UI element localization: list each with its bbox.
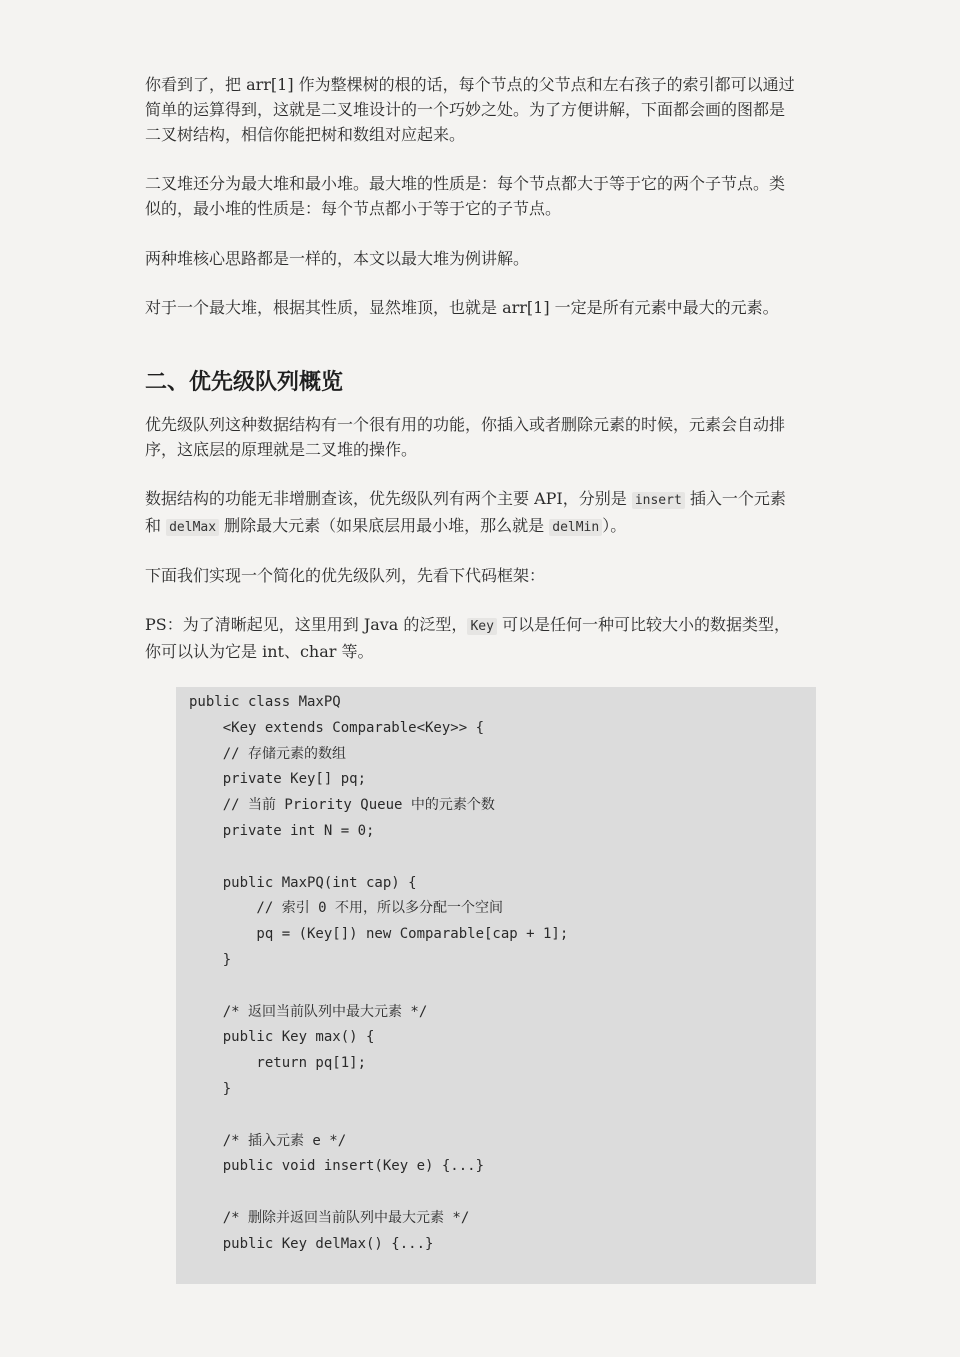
text-line: 下面我们实现一个简化的优先级队列，先看下代码框架： <box>145 566 546 585</box>
inline-code-insert: insert <box>632 492 685 509</box>
text-line <box>145 486 825 513</box>
paragraph-ps-note <box>145 612 825 664</box>
code-line: /* 删除并返回当前队列中最大元素 */ <box>189 1209 470 1226</box>
text-line: 优先级队列这种数据结构有一个很有用的功能，你插入或者删除元素的时候，元素会自动排 <box>145 415 786 434</box>
inline-code-delmax: delMax <box>166 519 219 536</box>
text-run: 删除最大元素（如果底层用最小堆，那么就是 <box>219 516 550 535</box>
code-block <box>176 687 816 1284</box>
code-line: /* 插入元素 e */ <box>189 1132 347 1149</box>
code-line: private Key[] pq; <box>189 771 367 788</box>
text-line: 二叉堆还分为最大堆和最小堆。最大堆的性质是：每个节点都大于等于它的两个子节点。类 <box>145 174 786 193</box>
text-line <box>145 513 825 540</box>
code-line: return pq[1]; <box>189 1055 367 1072</box>
code-line: } <box>189 1080 232 1097</box>
text-line: 对于一个最大堆，根据其性质，显然堆顶，也就是 arr[1] 一定是所有元素中最大的元素。 <box>145 298 779 317</box>
code-line <box>189 1180 816 1206</box>
text-run: 数据结构的功能无非增删查该，优先级队列有两个主要 API，分别是 <box>145 489 632 508</box>
code-line: // 当前 Priority Queue 中的元素个数 <box>189 797 495 814</box>
code-line <box>189 974 816 1000</box>
text-run: 和 <box>145 516 167 535</box>
section-heading: 二、优先级队列概览 <box>145 369 344 395</box>
code-line: public Key max() { <box>189 1029 375 1046</box>
text-line: 二叉树结构，相信你能把树和数组对应起来。 <box>145 125 466 144</box>
code-line: public class MaxPQ <box>189 694 341 710</box>
text-line: 两种堆核心思路都是一样的，本文以最大堆为例讲解。 <box>145 249 530 268</box>
text-line: 你可以认为它是 int、char 等。 <box>145 642 374 661</box>
inline-code-delmin: delMin <box>549 519 602 536</box>
code-line: public Key delMax() {...} <box>189 1235 434 1252</box>
code-line <box>189 845 816 871</box>
paragraph-code-frame-intro <box>145 563 825 588</box>
text-run: 插入一个元素 <box>684 489 786 508</box>
code-line: public MaxPQ(int cap) { <box>189 874 417 891</box>
code-line: } <box>189 951 232 968</box>
paragraph-heap-top <box>145 295 825 320</box>
text-run: 可以是任何一种可比较大小的数据类型， <box>496 615 791 634</box>
text-line: 似的，最小堆的性质是：每个节点都小于等于它的子节点。 <box>145 199 562 218</box>
text-run: ）。 <box>602 516 627 535</box>
code-line: public void insert(Key e) {...} <box>189 1158 485 1175</box>
code-line: /* 返回当前队列中最大元素 */ <box>189 1003 428 1020</box>
code-line: <Key extends Comparable<Key>> { <box>189 719 485 736</box>
text-line <box>145 612 825 639</box>
inline-code-key: Key <box>467 618 496 635</box>
text-line: 简单的运算得到，这就是二叉堆设计的一个巧妙之处。为了方便讲解，下面都会画的图都是 <box>145 100 786 119</box>
code-line <box>189 1103 816 1129</box>
code-line: pq = (Key[]) new Comparable[cap + 1]; <box>189 926 569 943</box>
paragraph-array-index <box>145 72 825 147</box>
paragraph-pq-api <box>145 486 825 540</box>
text-run: PS：为了清晰起见，这里用到 Java 的泛型， <box>145 615 468 634</box>
code-line: private int N = 0; <box>189 822 375 839</box>
code-line: // 存储元素的数组 <box>189 745 347 762</box>
text-line: 你看到了，把 arr[1] 作为整棵树的根的话，每个节点的父节点和左右孩子的索引都可以通过 <box>145 75 795 94</box>
paragraph-core-idea <box>145 246 825 271</box>
paragraph-pq-intro <box>145 412 825 462</box>
text-line: 序，这底层的原理就是二叉堆的操作。 <box>145 440 418 459</box>
paragraph-heap-types <box>145 171 825 221</box>
code-line: // 索引 0 不用，所以多分配一个空间 <box>189 900 504 917</box>
